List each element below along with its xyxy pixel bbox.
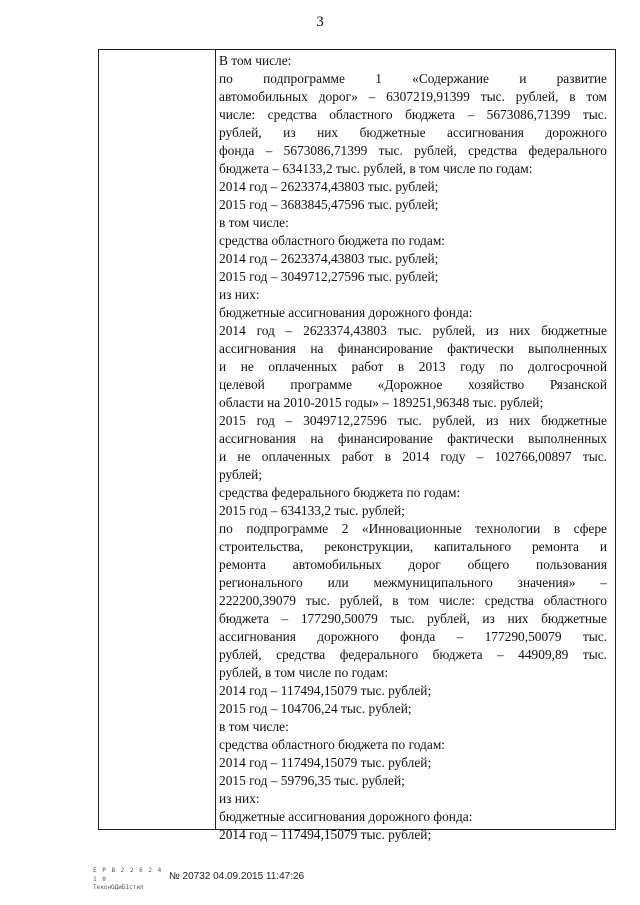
text-line: автомобильных дорог» – 6307219,91399 тыс. рублей, в том bbox=[219, 89, 607, 104]
text-line: В том числе: bbox=[219, 53, 292, 68]
text-line: 2014 год – 117494,15079 тыс. рублей; bbox=[219, 827, 432, 842]
text-line: ассигнования на финансирование фактически выполненных bbox=[219, 341, 607, 356]
text-line: бюджета – 177290,50079 тыс. рублей, из них бюджетные bbox=[219, 611, 607, 626]
text-line: ассигнования дорожного фонда – 177290,50079 тыс. bbox=[219, 629, 607, 644]
stamp-caption: ТеконОДиБ1стил bbox=[93, 884, 144, 891]
text-line: и не оплаченных работ в 2014 году – 102766,00897 тыс. bbox=[219, 449, 607, 464]
text-line: средства областного бюджета по годам: bbox=[219, 737, 446, 752]
text-line: и не оплаченных работ в 2013 году по долгосрочной bbox=[219, 359, 607, 374]
text-line: из них: bbox=[219, 287, 260, 302]
text-line: 2014 год – 117494,15079 тыс. рублей; bbox=[219, 755, 432, 770]
stamp-code: E P B 2 2 6 2 4 1 0 bbox=[93, 867, 163, 883]
text-line: 2015 год – 59796,35 тыс. рублей; bbox=[219, 773, 405, 788]
footer bbox=[93, 866, 305, 891]
text-line: области на 2010-2015 годы» – 189251,96348 тыс. рублей; bbox=[219, 395, 544, 410]
text-line: по подпрограмме 2 «Инновационные технологии в сфере bbox=[219, 521, 607, 536]
text-line: бюджетные ассигнования дорожного фонда: bbox=[219, 305, 473, 320]
text-line: целевой программе «Дорожное хозяйство Рязанской bbox=[219, 377, 607, 392]
text-line: регионального или межмуниципального значения» – bbox=[219, 575, 607, 590]
text-line: бюджета – 634133,2 тыс. рублей, в том числе по годам: bbox=[219, 161, 533, 176]
text-line: в том числе: bbox=[219, 719, 289, 734]
text-line: средства областного бюджета по годам: bbox=[219, 233, 446, 248]
text-line: рублей, из них бюджетные ассигнования дорожного bbox=[219, 125, 607, 140]
text-line: ремонта автомобильных дорог общего пользования bbox=[219, 557, 607, 572]
text-line: числе: средства областного бюджета – 5673086,71399 тыс. bbox=[219, 107, 607, 122]
text-line: 2015 год – 634133,2 тыс. рублей; bbox=[219, 503, 405, 518]
barcode-stamp bbox=[93, 866, 163, 891]
text-line: 2015 год – 3683845,47596 тыс. рублей; bbox=[219, 197, 439, 212]
text-line: 2014 год – 2623374,43803 тыс. рублей; bbox=[219, 251, 439, 266]
table-right-column bbox=[216, 52, 615, 844]
page-number: 3 bbox=[316, 14, 324, 30]
text-line: 222200,39079 тыс. рублей, в том числе: средства областного bbox=[219, 593, 607, 608]
text-line: рублей, средства федерального бюджета – 44909,89 тыс. bbox=[219, 647, 607, 662]
text-line: средства федерального бюджета по годам: bbox=[219, 485, 461, 500]
text-line: рублей; bbox=[219, 467, 263, 482]
text-line: фонда – 5673086,71399 тыс. рублей, средства федерального bbox=[219, 143, 607, 158]
text-line: 2015 год – 104706,24 тыс. рублей; bbox=[219, 701, 412, 716]
text-line: 2015 год – 3049712,27596 тыс. рублей; bbox=[219, 269, 439, 284]
text-line: в том числе: bbox=[219, 215, 289, 230]
text-line: строительства, реконструкции, капитального ремонта и bbox=[219, 539, 607, 554]
document-table bbox=[98, 49, 616, 842]
text-line: ассигнования на финансирование фактически выполненных bbox=[219, 431, 607, 446]
text-line: 2015 год – 3049712,27596 тыс. рублей, из них бюджетные bbox=[219, 413, 607, 428]
text-line: бюджетные ассигнования дорожного фонда: bbox=[219, 809, 473, 824]
text-line: 2014 год – 2623374,43803 тыс. рублей; bbox=[219, 179, 439, 194]
document-number-timestamp: № 20732 04.09.2015 11:47:26 bbox=[169, 870, 305, 882]
text-line: по подпрограмме 1 «Содержание и развитие bbox=[219, 71, 607, 86]
text-line: 2014 год – 2623374,43803 тыс. рублей, из них бюджетные bbox=[219, 323, 607, 338]
text-line: из них: bbox=[219, 791, 260, 806]
text-line: рублей, в том числе по годам: bbox=[219, 665, 389, 680]
table-left-column bbox=[99, 50, 216, 829]
text-line: 2014 год – 117494,15079 тыс. рублей; bbox=[219, 683, 432, 698]
